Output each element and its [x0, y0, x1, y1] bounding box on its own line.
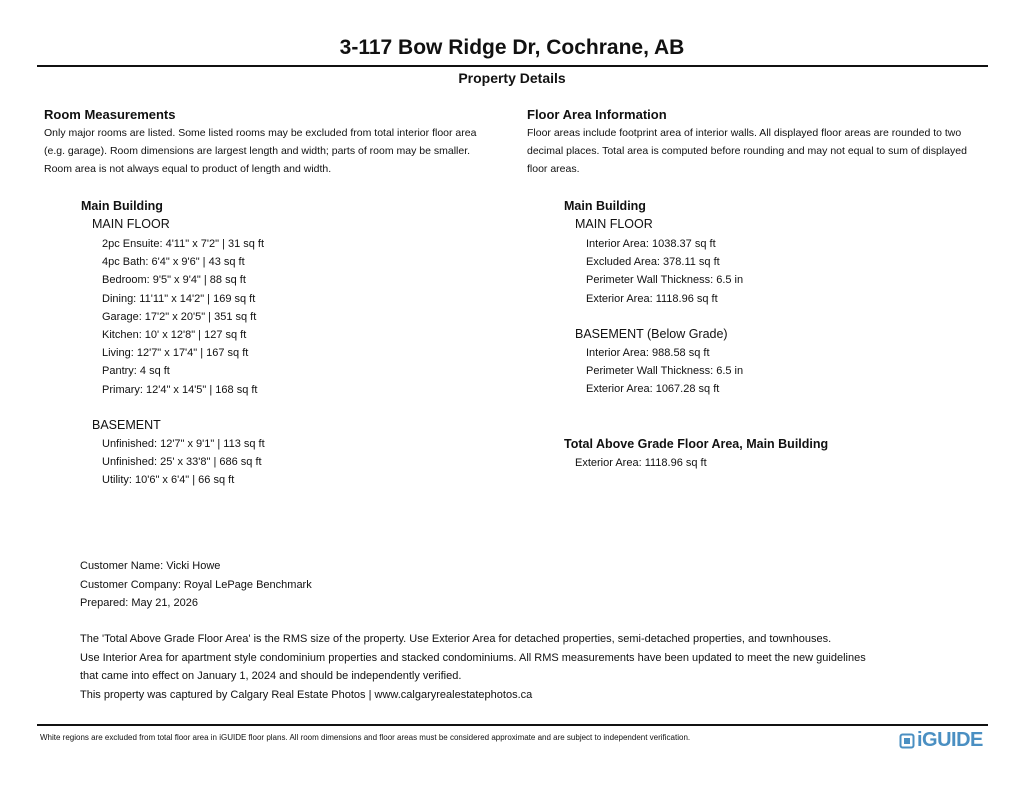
note-line: Room area is not always equal to product of length and width. [44, 163, 332, 175]
room-item: Unfinished: 25' x 33'8" | 686 sq ft [102, 456, 262, 469]
area-floor-heading-basement: BASEMENT (Below Grade) [575, 327, 728, 341]
customer-name: Customer Name: Vicki Howe [80, 560, 221, 572]
area-item: Interior Area: 988.58 sq ft [586, 347, 710, 359]
building-heading: Main Building [81, 199, 163, 213]
room-item: Kitchen: 10' x 12'8" | 127 sq ft [102, 328, 247, 341]
rms-note-line: Use Interior Area for apartment style condominium properties and stacked condominiums. All RMS measurements have been updated to meet the new guidelines [80, 651, 866, 664]
room-item: Unfinished: 12'7" x 9'1" | 113 sq ft [102, 438, 265, 450]
area-floor-heading-main: MAIN FLOOR [575, 217, 653, 231]
room-item: Living: 12'7" x 17'4" | 167 sq ft [102, 347, 249, 360]
main-floor-area-list [586, 235, 743, 308]
note-line: floor areas. [527, 163, 580, 175]
rms-note-line: This property was captured by Calgary Real Estate Photos | www.calgaryrealestatephotos.ca [80, 688, 533, 701]
note-line: (e.g. garage). Room dimensions are largest length and width; parts of room may be smaller. [44, 145, 471, 157]
room-item: Dining: 11'11" x 14'2" | 169 sq ft [102, 292, 256, 305]
rms-note-line: that came into effect on January 1, 2024 and should be independently verified. [80, 670, 462, 682]
basement-area-list [586, 344, 743, 399]
room-item: Garage: 17'2" x 20'5" | 351 sq ft [102, 310, 257, 323]
basement-room-list [102, 435, 265, 490]
area-item: Interior Area: 1038.37 sq ft [586, 238, 716, 250]
area-item: Perimeter Wall Thickness: 6.5 in [586, 365, 744, 378]
rms-note [80, 630, 866, 704]
main-floor-room-list [102, 235, 264, 399]
total-area-value: Exterior Area: 1118.96 sq ft [575, 457, 707, 469]
iguide-logo [899, 729, 983, 752]
iguide-logo-text: iGUIDE [917, 729, 983, 751]
floor-area-note [527, 124, 997, 178]
area-item: Excluded Area: 378.11 sq ft [586, 256, 720, 269]
room-item: Primary: 12'4" x 14'5" | 168 sq ft [102, 383, 258, 396]
page-subtitle: Property Details [458, 70, 566, 86]
note-line: Only major rooms are listed. Some listed rooms may be excluded from total interior floor area [44, 127, 477, 139]
prepared-date: Prepared: May 21, 2026 [80, 597, 199, 609]
room-item: Pantry: 4 sq ft [102, 365, 170, 378]
floor-heading-main: MAIN FLOOR [92, 217, 170, 231]
room-item: 4pc Bath: 6'4" x 9'6" | 43 sq ft [102, 256, 245, 269]
room-measurements-note [44, 124, 514, 178]
note-line: Floor areas include footprint area of interior walls. All displayed floor areas are rounded to two [527, 127, 962, 139]
header-divider [37, 65, 988, 67]
footer-divider [37, 724, 988, 726]
total-area-heading: Total Above Grade Floor Area, Main Building [564, 437, 829, 451]
area-item: Perimeter Wall Thickness: 6.5 in [586, 274, 744, 287]
footer-disclaimer: White regions are excluded from total floor area in iGUIDE floor plans. All room dimensions and floor areas must be considered approximate and are subject to independent verification. [40, 733, 691, 742]
customer-company: Customer Company: Royal LePage Benchmark [80, 578, 312, 591]
room-item: 2pc Ensuite: 4'11" x 7'2" | 31 sq ft [102, 238, 265, 250]
note-line: decimal places. Total area is computed before rounding and may not equal to sum of displayed [527, 145, 967, 157]
floor-heading-basement: BASEMENT [92, 418, 161, 432]
page-title: 3-117 Bow Ridge Dr, Cochrane, AB [339, 36, 685, 59]
room-item: Bedroom: 9'5" x 9'4" | 88 sq ft [102, 274, 246, 287]
floor-area-heading: Floor Area Information [527, 107, 667, 122]
area-item: Exterior Area: 1067.28 sq ft [586, 383, 720, 396]
area-building-heading: Main Building [564, 199, 646, 213]
area-item: Exterior Area: 1118.96 sq ft [586, 292, 718, 305]
customer-info [80, 557, 312, 613]
iguide-logo-icon [899, 733, 915, 749]
rms-note-line: The 'Total Above Grade Floor Area' is the RMS size of the property. Use Exterior Area for detached properties, semi-detached properties, and townhouses. [80, 633, 832, 645]
room-measurements-heading: Room Measurements [44, 107, 176, 122]
room-item: Utility: 10'6" x 6'4" | 66 sq ft [102, 474, 235, 487]
